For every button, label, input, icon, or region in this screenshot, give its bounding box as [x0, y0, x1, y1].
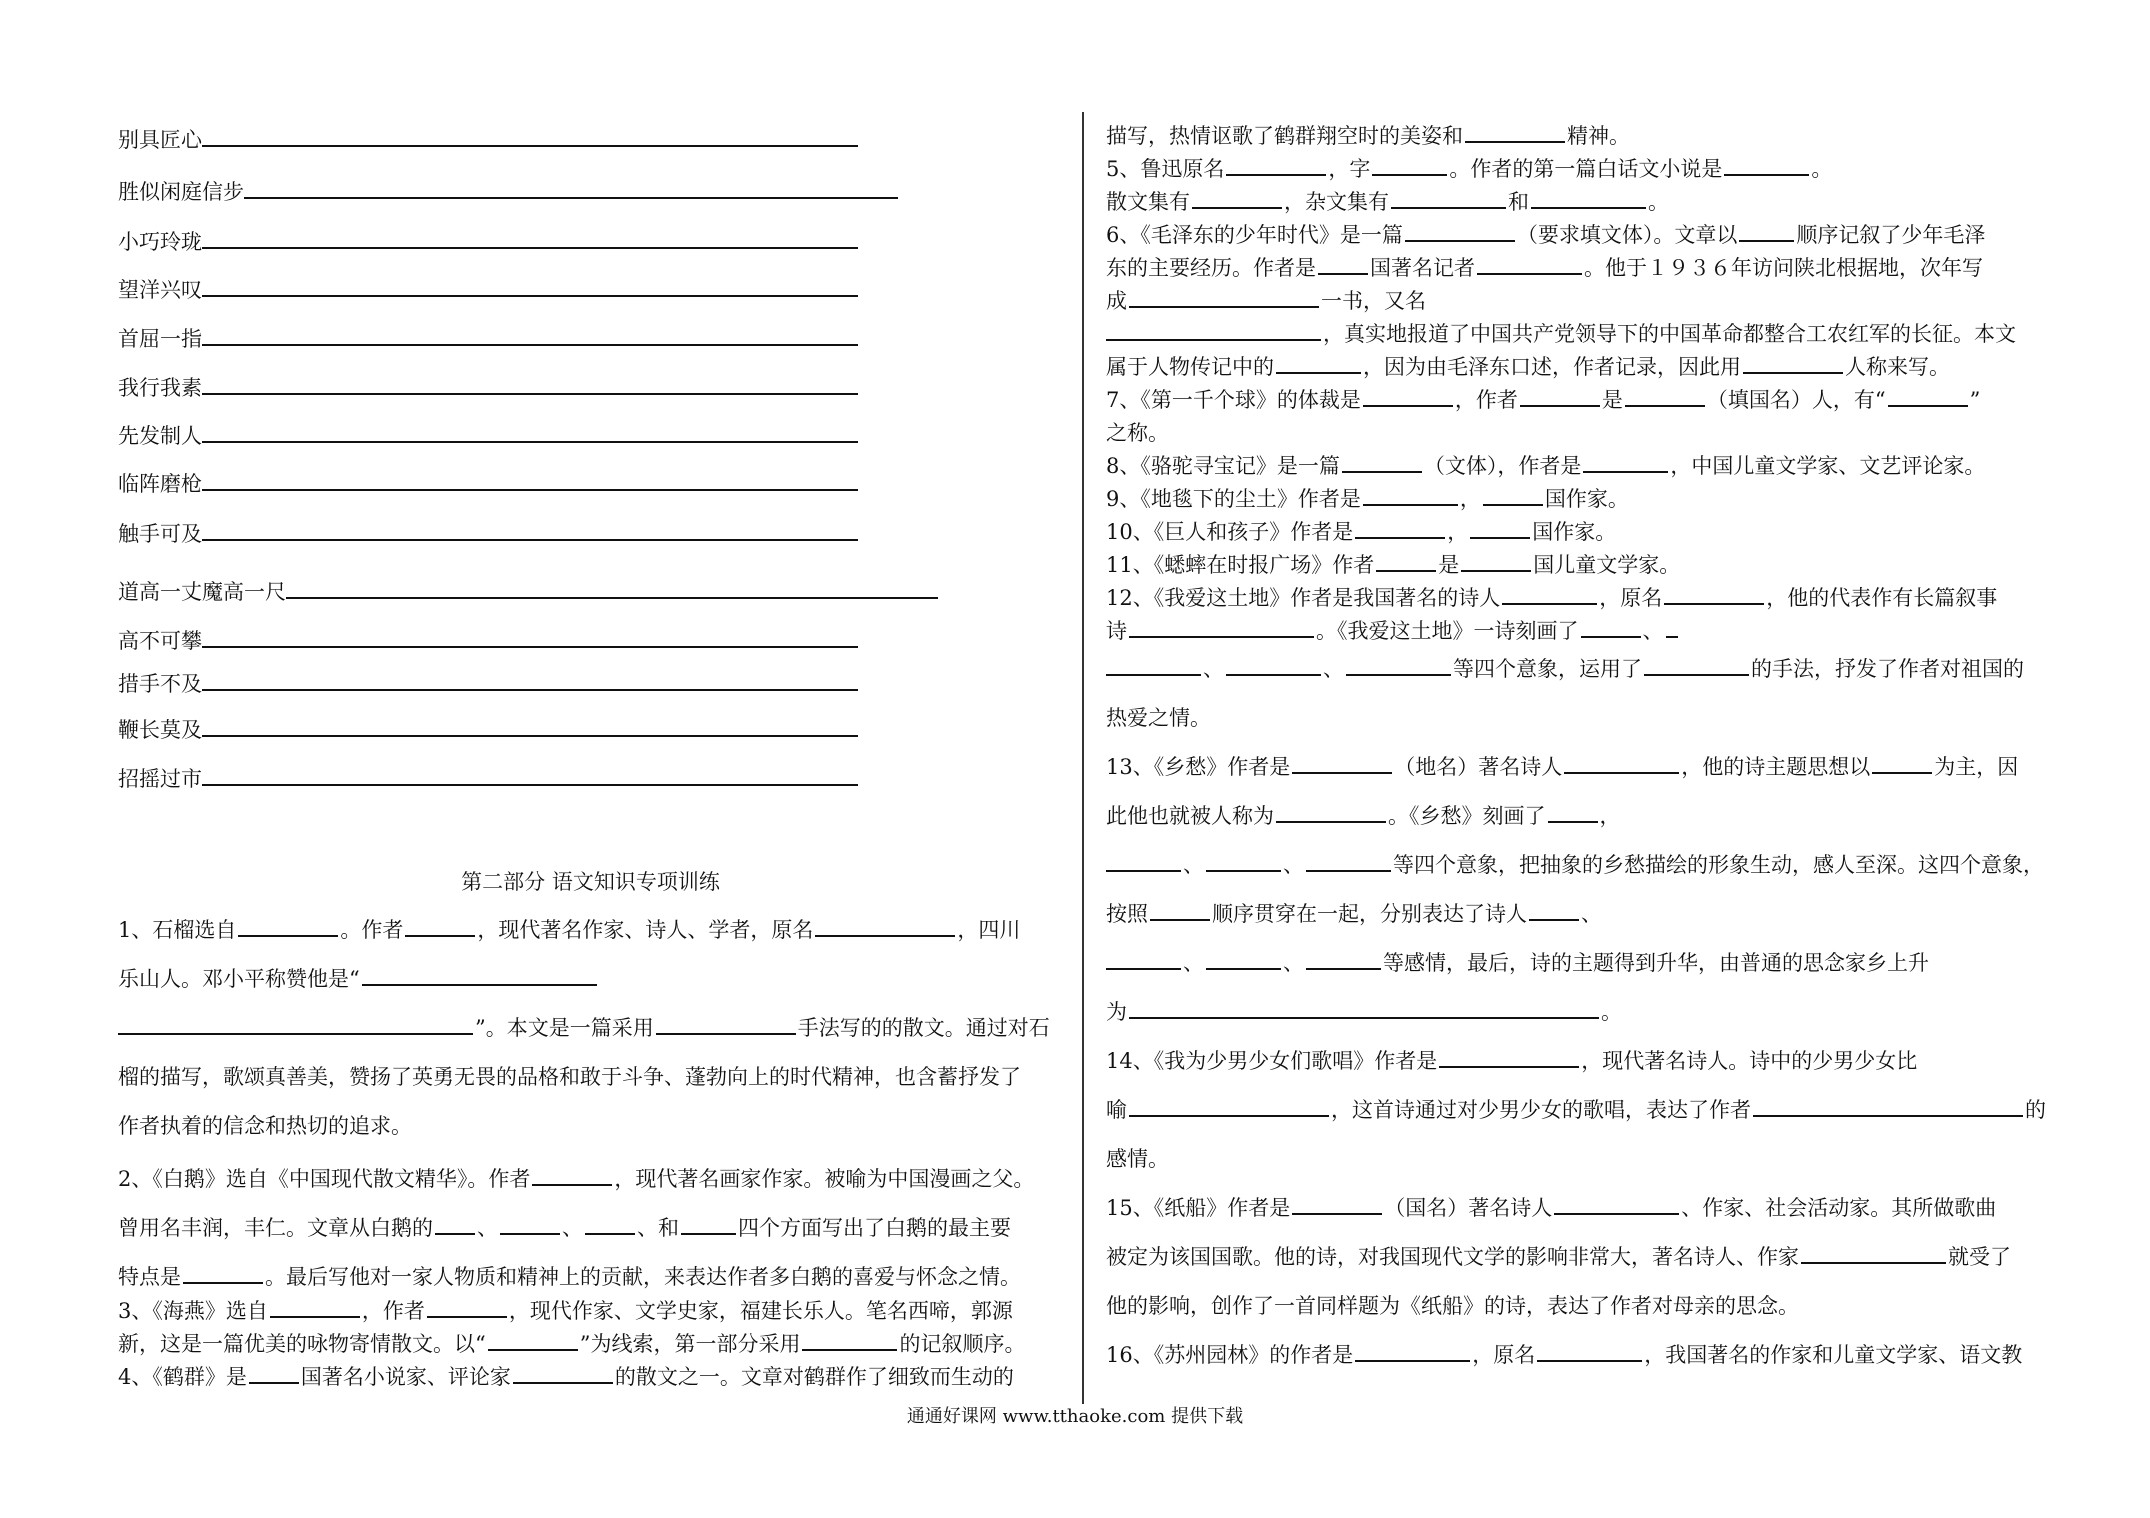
blank[interactable] — [1363, 387, 1453, 407]
q3-text: ”为线索，第一部分采用 — [579, 1332, 801, 1356]
q13-text: 、 — [1283, 853, 1304, 877]
q10-text: 10、《巨人和孩子》作者是 — [1106, 520, 1354, 544]
q12-text: 诗 — [1106, 619, 1127, 643]
blank[interactable] — [1306, 852, 1391, 872]
answer-line[interactable] — [202, 275, 858, 297]
q5-text: 和 — [1508, 190, 1529, 214]
answer-line[interactable] — [202, 764, 858, 786]
blank[interactable] — [249, 1364, 299, 1384]
blank[interactable] — [1502, 585, 1597, 605]
idiom-label: 鞭长莫及 — [118, 718, 202, 742]
q5-text: 。 — [1811, 157, 1833, 181]
q5-text: 。 — [1648, 190, 1669, 214]
blank[interactable] — [1405, 222, 1515, 242]
q15-text: 15、《纸船》作者是 — [1106, 1196, 1291, 1220]
q4-text: 精神。 — [1567, 124, 1630, 148]
blank[interactable] — [1292, 1195, 1382, 1215]
blank[interactable] — [435, 1215, 475, 1235]
answer-line[interactable] — [202, 227, 858, 249]
answer-line[interactable] — [286, 577, 938, 599]
q12-text: 的手法，抒发了作者对祖国的 — [1751, 657, 2024, 681]
blank[interactable] — [1363, 486, 1458, 506]
blank[interactable] — [1129, 1097, 1329, 1117]
answer-line[interactable] — [202, 373, 858, 395]
blank[interactable] — [1342, 453, 1422, 473]
q13-text: ， — [1599, 804, 1621, 828]
blank[interactable] — [1106, 950, 1181, 970]
q13-text: 按照 — [1106, 902, 1148, 926]
idiom-row — [118, 372, 858, 402]
blank[interactable] — [1306, 950, 1381, 970]
q12-text: 热爱之情。 — [1106, 706, 1211, 730]
blank[interactable] — [1206, 852, 1281, 872]
q4-text: 的散文之一。文章对鹤群作了细致而生动的 — [614, 1365, 1014, 1389]
q12-text: 、 — [1642, 619, 1664, 643]
blank[interactable] — [1355, 519, 1445, 539]
q14-text: 感情。 — [1106, 1147, 1169, 1171]
question-3 — [118, 1295, 1063, 1394]
q8-text: 8、《骆驼寻宝记》是一篇 — [1106, 454, 1340, 478]
q15-text: 被定为该国国歌。他的诗，对我国现代文学的影响非常大，著名诗人、作家 — [1106, 1245, 1799, 1269]
blank[interactable] — [1537, 1342, 1642, 1362]
q12-text: 12、《我爱这土地》作者是我国著名的诗人 — [1106, 586, 1501, 610]
blank[interactable] — [1739, 222, 1794, 242]
q1-text: 榴的描写，歌颂真善美，赞扬了英勇无畏的品格和敢于斗争、蓬勃向上的时代精神，也含蓄抒发了 — [118, 1065, 1021, 1089]
blank[interactable] — [405, 917, 475, 937]
q14-text: ，现代著名诗人。诗中的少男少女比 — [1581, 1049, 1918, 1073]
q1-text: 乐山人。邓小平称赞他是“ — [118, 967, 360, 991]
question-2: 2、《白鹅》选自《中国现代散文精华》。作者 ，现代著名画家作家。被喻为中国漫画之父。 曾用名丰润，丰仁。文章从白鹅的 、 、 、和 四个方面写出了白鹅的最主要 特点是 。最后写他对一家人物质和精神上的贡献，来表达作者多白鹅的喜爱与怀念之情。 — [118, 1167, 1035, 1289]
idiom-label: 胜似闲庭信步 — [118, 180, 244, 204]
blank[interactable] — [362, 966, 597, 986]
q12-text: 、 — [1323, 657, 1344, 681]
right-block-2 — [1106, 645, 2056, 1380]
q11-text: 11、《蟋蟀在时报广场》作者 — [1106, 553, 1375, 577]
q12-text: 。《我爱这土地》一诗刻画了 — [1316, 619, 1579, 643]
q13-text: 为 — [1106, 1000, 1127, 1024]
answer-line[interactable] — [202, 519, 858, 541]
answer-line[interactable] — [202, 715, 858, 737]
answer-line[interactable] — [202, 626, 858, 648]
blank[interactable] — [1644, 656, 1749, 676]
q6-text: 人称来写。 — [1845, 355, 1950, 379]
q13-text: 为主，因 — [1934, 755, 2019, 779]
blank[interactable] — [1292, 754, 1392, 774]
q14-text: ，这首诗通过对少男少女的歌唱，表达了作者 — [1331, 1098, 1751, 1122]
q5-text: 5、鲁迅原名 — [1106, 157, 1225, 181]
q6-text: 一书，又名 — [1321, 289, 1426, 313]
blank[interactable] — [500, 1215, 560, 1235]
q7-text: 是 — [1601, 388, 1623, 412]
q3-text: 3、《海燕》选自 — [118, 1299, 268, 1323]
idiom-label: 小巧玲珑 — [118, 230, 202, 254]
question-1 — [118, 906, 1063, 1151]
q13-text: 。 — [1601, 1000, 1622, 1024]
blank[interactable] — [802, 1331, 897, 1351]
idiom-row — [118, 763, 858, 793]
q4-text: 描写，热情讴歌了鹤群翔空时的美姿和 — [1106, 124, 1463, 148]
q2-text: 。最后写他对一家人物质和精神上的贡献，来表达作者多白鹅的喜爱与怀念之情。 — [265, 1265, 1021, 1289]
q15-text: 就受了 — [1948, 1245, 2011, 1269]
blank[interactable] — [815, 917, 955, 937]
q8-text: ，中国儿童文学家、文艺评论家。 — [1670, 454, 1986, 478]
q5-text: 。作者的第一篇白话文小说是 — [1449, 157, 1723, 181]
q6-text: 属于人物传记中的 — [1106, 355, 1274, 379]
blank[interactable] — [270, 1298, 360, 1318]
q1-text: ，现代著名作家、诗人、学者，原名 — [477, 918, 814, 942]
q12-text: 、 — [1203, 657, 1224, 681]
q11-text: 是 — [1438, 553, 1460, 577]
blank[interactable] — [1477, 255, 1582, 275]
blank[interactable] — [1801, 1244, 1946, 1264]
q13-text: 等四个意象，把抽象的乡愁描绘的形象生动，感人至深。这四个意象， — [1393, 853, 2044, 877]
section-title: 第二部分 语文知识专项训练 — [461, 870, 720, 894]
idiom-label: 临阵磨枪 — [118, 472, 202, 496]
q3-text: ，作者 — [361, 1299, 425, 1323]
blank[interactable] — [238, 917, 338, 937]
idiom-label: 首屈一指 — [118, 327, 202, 351]
q1-text: 手法写的的散文。通过对石 — [797, 1016, 1050, 1040]
right-block-1 — [1106, 120, 2056, 648]
idiom-row — [118, 468, 858, 498]
blank[interactable] — [183, 1264, 263, 1284]
blank[interactable] — [1743, 354, 1843, 374]
blank[interactable] — [488, 1331, 578, 1351]
q10-text: ， — [1447, 520, 1469, 544]
blank[interactable] — [1150, 901, 1210, 921]
blank[interactable] — [1548, 803, 1598, 823]
q14-text: 喻 — [1106, 1098, 1127, 1122]
idiom-row — [118, 124, 858, 154]
idiom-row — [118, 576, 938, 606]
blank[interactable] — [1724, 156, 1809, 176]
q1-text: ，四川 — [957, 918, 1021, 942]
q6-text: 顺序记叙了少年毛泽 — [1796, 223, 1986, 247]
blank[interactable] — [681, 1215, 736, 1235]
q9-text: 9、《地毯下的尘土》作者是 — [1106, 487, 1361, 511]
q1-text: 1、石榴选自 — [118, 918, 237, 942]
idiom-label: 我行我素 — [118, 376, 202, 400]
q2-text: 2、《白鹅》选自《中国现代散文精华》。作者 — [118, 1167, 531, 1191]
idiom-row — [118, 226, 858, 256]
q6-text: （要求填文体）。文章以 — [1516, 223, 1738, 247]
blank[interactable] — [1664, 585, 1764, 605]
answer-line[interactable] — [244, 177, 898, 199]
blank[interactable] — [1520, 387, 1600, 407]
q2-text: 特点是 — [118, 1265, 181, 1289]
q14-text: 14、《我为少男少女们歌唱》作者是 — [1106, 1049, 1438, 1073]
blank[interactable] — [1554, 1195, 1679, 1215]
q12-text: 等四个意象，运用了 — [1453, 657, 1642, 681]
q13-text: 此他也就被人称为 — [1106, 804, 1274, 828]
q7-text: （填国名）人，有“ — [1706, 388, 1886, 412]
column-divider — [1082, 112, 1084, 1404]
q14-text: 的 — [2025, 1098, 2046, 1122]
q6-text: 东的主要经历。作者是 — [1106, 256, 1316, 280]
blank[interactable] — [513, 1364, 613, 1384]
blank[interactable] — [1206, 950, 1281, 970]
q7-text: ” — [1969, 388, 1981, 412]
blank[interactable] — [1564, 754, 1679, 774]
q15-text: 他的影响，创作了一首同样题为《纸船》的诗，表达了作者对母亲的思念。 — [1106, 1294, 1799, 1318]
q16-text: ，原名 — [1472, 1343, 1536, 1367]
answer-line[interactable] — [202, 669, 858, 691]
blank[interactable] — [1470, 519, 1530, 539]
idiom-label: 先发制人 — [118, 424, 202, 448]
blank[interactable] — [1376, 552, 1436, 572]
blank[interactable] — [1129, 288, 1319, 308]
idiom-label: 道高一丈魔高一尺 — [118, 580, 286, 604]
blank[interactable] — [1888, 387, 1968, 407]
q3-text: 新，这是一篇优美的咏物寄情散文。以“ — [118, 1332, 486, 1356]
idiom-row — [118, 274, 858, 304]
idiom-label: 高不可攀 — [118, 629, 202, 653]
q13-text: 。《乡愁》刻画了 — [1388, 804, 1546, 828]
idiom-row — [118, 323, 858, 353]
idiom-row — [118, 420, 858, 450]
blank[interactable] — [1129, 618, 1314, 638]
blank[interactable] — [1318, 255, 1368, 275]
footer-credit: 通通好课网 www.tthaoke.com 提供下载 — [906, 1406, 1244, 1427]
blank[interactable] — [1529, 901, 1579, 921]
answer-line[interactable] — [202, 421, 858, 443]
q6-text: ，真实地报道了中国共产党领导下的中国革命都整合工农红军的长征。本文 — [1323, 322, 2016, 346]
q6-text: 成 — [1106, 289, 1127, 313]
idiom-label: 别具匠心 — [118, 128, 202, 152]
blank[interactable] — [1226, 656, 1321, 676]
q13-text: 、 — [1581, 902, 1602, 926]
blank[interactable] — [1346, 656, 1451, 676]
blank[interactable] — [1391, 189, 1506, 209]
blank[interactable] — [1129, 999, 1599, 1019]
q4-text: 4、《鹤群》是 — [118, 1365, 247, 1389]
idiom-row — [118, 176, 898, 206]
q2-text: 曾用名丰润，丰仁。文章从白鹅的 — [118, 1216, 433, 1240]
q12-text: ，原名 — [1599, 586, 1663, 610]
blank[interactable] — [1465, 123, 1565, 143]
answer-line[interactable] — [202, 125, 858, 147]
blank[interactable] — [1483, 486, 1543, 506]
q13-text: 13、《乡愁》作者是 — [1106, 755, 1291, 779]
q3-text: 的记叙顺序。 — [899, 1332, 1026, 1356]
idiom-label: 触手可及 — [118, 522, 202, 546]
blank[interactable] — [1106, 321, 1321, 341]
blank[interactable] — [1666, 618, 1678, 638]
q13-text: 、 — [1183, 951, 1204, 975]
q4-text: 国著名小说家、评论家 — [300, 1365, 511, 1389]
blank[interactable] — [1461, 552, 1531, 572]
blank[interactable] — [1355, 1342, 1470, 1362]
blank[interactable] — [1276, 354, 1361, 374]
idiom-label: 招摇过市 — [118, 767, 202, 791]
idiom-row — [118, 714, 858, 744]
q5-text: ，字 — [1328, 157, 1371, 181]
blank[interactable] — [1872, 754, 1932, 774]
q1-text: ”。本文是一篇采用 — [475, 1016, 654, 1040]
answer-line[interactable] — [202, 469, 858, 491]
q6-text: 国著名记者 — [1370, 256, 1475, 280]
blank[interactable] — [532, 1166, 612, 1186]
q5-text: 散文集有 — [1106, 190, 1190, 214]
q15-text: 、作家、社会活动家。其所做歌曲 — [1681, 1196, 1997, 1220]
q16-text: 16、《苏州园林》的作者是 — [1106, 1343, 1354, 1367]
q13-text: ，他的诗主题思想以 — [1681, 755, 1871, 779]
blank[interactable] — [1192, 189, 1282, 209]
blank[interactable] — [1625, 387, 1705, 407]
idiom-row — [118, 668, 858, 698]
blank[interactable] — [585, 1215, 635, 1235]
blank[interactable] — [1372, 156, 1447, 176]
q10-text: 国作家。 — [1532, 520, 1617, 544]
blank[interactable] — [1583, 453, 1668, 473]
q13-text: 顺序贯穿在一起，分别表达了诗人 — [1212, 902, 1527, 926]
answer-line[interactable] — [202, 324, 858, 346]
blank[interactable] — [1226, 156, 1326, 176]
blank[interactable] — [427, 1298, 507, 1318]
idiom-label: 措手不及 — [118, 672, 202, 696]
blank[interactable] — [1106, 852, 1181, 872]
q13-text: （地名）著名诗人 — [1394, 755, 1563, 779]
blank[interactable] — [1531, 189, 1646, 209]
q1-text: 作者执着的信念和热切的追求。 — [118, 1114, 412, 1138]
q5-text: ，杂文集有 — [1284, 190, 1389, 214]
q7-text: 7、《第一千个球》的体裁是 — [1106, 388, 1361, 412]
q3-text: ，现代作家、文学史家，福建长乐人。笔名西啼，郭源 — [508, 1299, 1013, 1323]
q7-text: ，作者 — [1454, 388, 1518, 412]
blank[interactable] — [1276, 803, 1386, 823]
q9-text: ， — [1459, 487, 1481, 511]
blank[interactable] — [1753, 1097, 2023, 1117]
q13-text: 、 — [1183, 853, 1204, 877]
q2-text: 四个方面写出了白鹅的最主要 — [738, 1216, 1011, 1240]
q6-text: 6、《毛泽东的少年时代》是一篇 — [1106, 223, 1403, 247]
blank[interactable] — [118, 1015, 473, 1035]
q1-text: 。作者 — [340, 918, 404, 942]
q13-text: 、 — [1283, 951, 1304, 975]
q15-text: （国名）著名诗人 — [1384, 1196, 1553, 1220]
q7-text: 之称。 — [1106, 421, 1169, 445]
q6-text: ，因为由毛泽东口述，作者记录，因此用 — [1363, 355, 1741, 379]
q11-text: 国儿童文学家。 — [1533, 553, 1681, 577]
idiom-row — [118, 518, 858, 548]
q9-text: 国作家。 — [1544, 487, 1629, 511]
q16-text: ，我国著名的作家和儿童文学家、语文教 — [1644, 1343, 2023, 1367]
idiom-row — [118, 625, 858, 655]
q8-text: （文体），作者是 — [1423, 454, 1582, 478]
blank[interactable] — [656, 1015, 796, 1035]
blank[interactable] — [1439, 1048, 1579, 1068]
blank[interactable] — [1581, 618, 1641, 638]
idiom-label: 望洋兴叹 — [118, 278, 202, 302]
q2-text: ，现代著名画家作家。被喻为中国漫画之父。 — [614, 1167, 1035, 1191]
blank[interactable] — [1106, 656, 1201, 676]
q6-text: 。他于１９３６年访问陕北根据地，次年写 — [1584, 256, 1983, 280]
q12-text: ，他的代表作有长篇叙事 — [1766, 586, 1998, 610]
q13-text: 等感情，最后，诗的主题得到升华，由普通的思念家乡上升 — [1383, 951, 1929, 975]
